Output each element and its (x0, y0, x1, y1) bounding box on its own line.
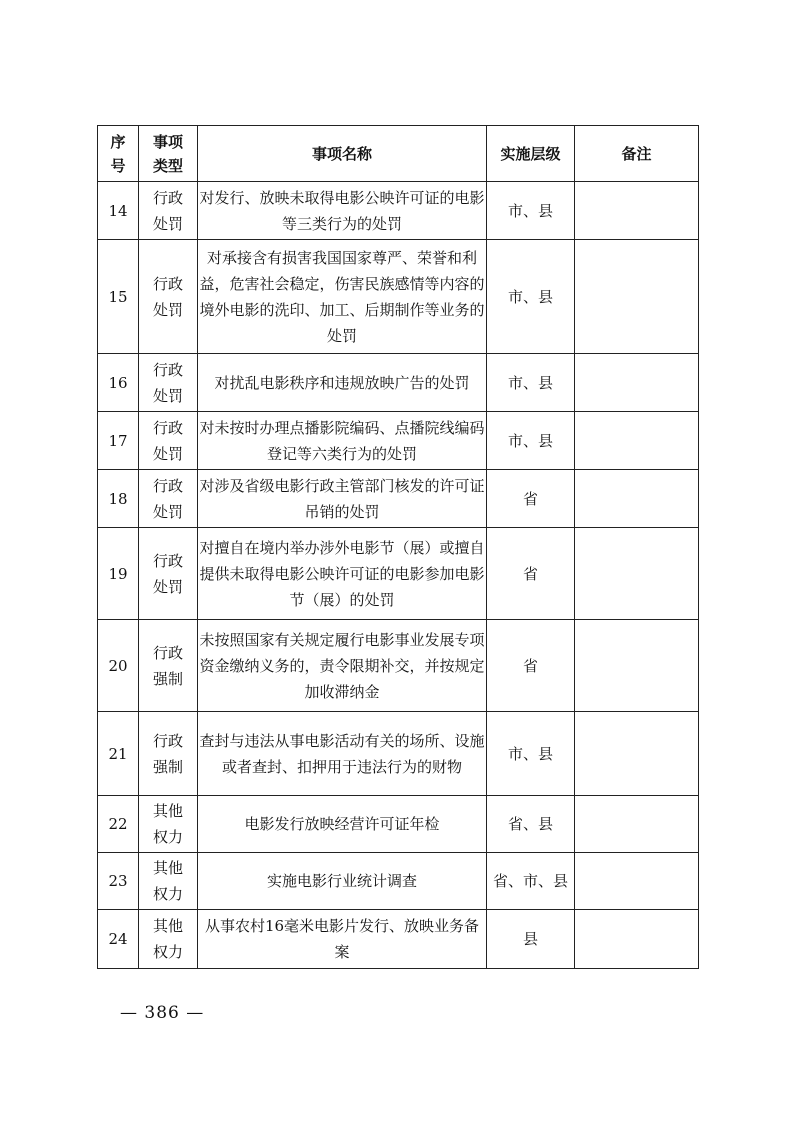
row-level: 县 (487, 910, 575, 969)
row-type: 其他权力 (139, 910, 198, 969)
row-type: 行政强制 (139, 620, 198, 712)
row-level: 市、县 (487, 712, 575, 796)
row-type: 行政处罚 (139, 470, 198, 528)
row-no: 19 (98, 528, 139, 620)
header-seq: 序号 (98, 126, 139, 182)
row-name: 对承接含有损害我国国家尊严、荣誉和利益，危害社会稳定，伤害民族感情等内容的境外电影的洗印、加工、后期制作等业务的处罚 (198, 240, 487, 354)
row-level: 市、县 (487, 182, 575, 240)
row-name: 对扰乱电影秩序和违规放映广告的处罚 (198, 354, 487, 412)
row-level: 省、市、县 (487, 853, 575, 910)
row-type: 其他权力 (139, 796, 198, 853)
row-no: 17 (98, 412, 139, 470)
table-row (98, 182, 699, 240)
row-type: 行政处罚 (139, 412, 198, 470)
row-remark (575, 796, 699, 853)
row-remark (575, 712, 699, 796)
row-no: 18 (98, 470, 139, 528)
table-row (98, 412, 699, 470)
table-row (98, 240, 699, 354)
row-level: 市、县 (487, 412, 575, 470)
row-name: 查封与违法从事电影活动有关的场所、设施或者查封、扣押用于违法行为的财物 (198, 712, 487, 796)
row-level: 省 (487, 620, 575, 712)
row-type: 行政强制 (139, 712, 198, 796)
header-name: 事项名称 (198, 126, 487, 182)
row-no: 16 (98, 354, 139, 412)
header-level: 实施层级 (487, 126, 575, 182)
row-type: 行政处罚 (139, 240, 198, 354)
row-type: 行政处罚 (139, 182, 198, 240)
row-name: 实施电影行业统计调查 (198, 853, 487, 910)
row-remark (575, 853, 699, 910)
row-no: 22 (98, 796, 139, 853)
row-name: 从事农村16毫米电影片发行、放映业务备案 (198, 910, 487, 969)
row-remark (575, 470, 699, 528)
row-name: 对发行、放映未取得电影公映许可证的电影等三类行为的处罚 (198, 182, 487, 240)
row-type: 行政处罚 (139, 354, 198, 412)
row-no: 24 (98, 910, 139, 969)
table-row (98, 853, 699, 910)
row-level: 省 (487, 528, 575, 620)
row-remark (575, 240, 699, 354)
row-level: 市、县 (487, 240, 575, 354)
row-no: 15 (98, 240, 139, 354)
row-name: 对擅自在境内举办涉外电影节（展）或擅自提供未取得电影公映许可证的电影参加电影节（展）的处罚 (198, 528, 487, 620)
row-name: 电影发行放映经营许可证年检 (198, 796, 487, 853)
row-no: 14 (98, 182, 139, 240)
matters-table (97, 125, 699, 969)
table-row (98, 796, 699, 853)
row-type: 行政处罚 (139, 528, 198, 620)
row-level: 省 (487, 470, 575, 528)
row-remark (575, 528, 699, 620)
table-row (98, 712, 699, 796)
row-name: 对涉及省级电影行政主管部门核发的许可证吊销的处罚 (198, 470, 487, 528)
header-row (98, 126, 699, 182)
table-row (98, 470, 699, 528)
row-no: 20 (98, 620, 139, 712)
header-remark: 备注 (575, 126, 699, 182)
row-remark (575, 620, 699, 712)
table-row (98, 620, 699, 712)
row-remark (575, 354, 699, 412)
header-type: 事项类型 (139, 126, 198, 182)
row-remark (575, 412, 699, 470)
page-number: — 386 — (120, 1003, 205, 1023)
row-remark (575, 182, 699, 240)
row-no: 21 (98, 712, 139, 796)
table-row (98, 528, 699, 620)
row-no: 23 (98, 853, 139, 910)
table-row (98, 910, 699, 969)
table-row (98, 354, 699, 412)
row-name: 对未按时办理点播影院编码、点播院线编码登记等六类行为的处罚 (198, 412, 487, 470)
row-remark (575, 910, 699, 969)
row-level: 市、县 (487, 354, 575, 412)
row-type: 其他权力 (139, 853, 198, 910)
row-level: 省、县 (487, 796, 575, 853)
row-name: 未按照国家有关规定履行电影事业发展专项资金缴纳义务的，责令限期补交，并按规定加收滞纳金 (198, 620, 487, 712)
